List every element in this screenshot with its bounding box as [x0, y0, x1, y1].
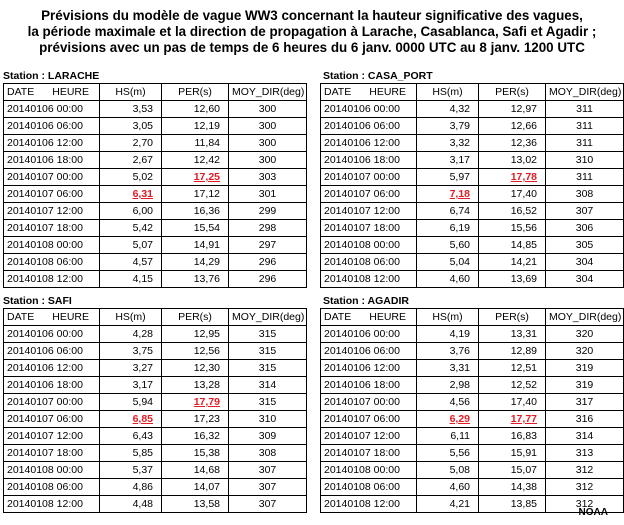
cell-dir: 309: [229, 428, 307, 445]
cell-per: 13,69: [479, 271, 546, 288]
table-row: [321, 479, 624, 496]
header-dir: MOY_DIR(deg): [546, 84, 624, 101]
cell-per: 16,32: [162, 428, 229, 445]
cell-date: 20140107 06:00: [321, 411, 417, 428]
cell-hs: 5,94: [100, 394, 162, 411]
cell-per: 17,23: [162, 411, 229, 428]
cell-dir: 319: [546, 360, 624, 377]
table-row: [4, 118, 307, 135]
table-row: [321, 411, 624, 428]
table-header-row: [4, 84, 307, 101]
cell-per: 12,30: [162, 360, 229, 377]
cell-date: 20140107 00:00: [321, 169, 417, 186]
table-row: [321, 428, 624, 445]
table-row: [4, 377, 307, 394]
cell-dir: 308: [546, 186, 624, 203]
cell-hs-cell: [417, 186, 479, 203]
table-row: [321, 271, 624, 288]
cell-hs: 6,74: [417, 203, 479, 220]
table-row: [4, 462, 307, 479]
cell-date: 20140106 18:00: [321, 377, 417, 394]
table-row: [4, 411, 307, 428]
cell-date: 20140106 00:00: [321, 326, 417, 343]
cell-per-max-highlight: 17,78: [510, 171, 537, 183]
cell-hs-cell: [100, 186, 162, 203]
cell-per: 12,97: [479, 101, 546, 118]
header-hs: HS(m): [417, 84, 479, 101]
cell-per: 14,07: [162, 479, 229, 496]
cell-dir: 310: [546, 152, 624, 169]
cell-per: 12,56: [162, 343, 229, 360]
table-row: [321, 343, 624, 360]
cell-hs: 3,05: [100, 118, 162, 135]
cell-hs: 4,48: [100, 496, 162, 513]
cell-date: 20140107 00:00: [4, 169, 100, 186]
cell-per: 13,28: [162, 377, 229, 394]
cell-dir: 316: [546, 411, 624, 428]
cell-dir: 305: [546, 237, 624, 254]
cell-per-cell: [162, 169, 229, 186]
cell-hs: 3,75: [100, 343, 162, 360]
cell-per-max-highlight: 17,79: [193, 396, 220, 408]
cell-per: 13,58: [162, 496, 229, 513]
table-row: [4, 445, 307, 462]
cell-dir: 300: [229, 101, 307, 118]
cell-per: 17,12: [162, 186, 229, 203]
station-label-larache: Station : LARACHE: [3, 70, 100, 82]
cell-dir: 315: [229, 326, 307, 343]
cell-per: 13,31: [479, 326, 546, 343]
cell-hs: 3,53: [100, 101, 162, 118]
cell-dir: 311: [546, 118, 624, 135]
cell-dir: 313: [546, 445, 624, 462]
table-row: [321, 220, 624, 237]
cell-dir: 320: [546, 343, 624, 360]
table-row: [321, 169, 624, 186]
cell-per: 13,02: [479, 152, 546, 169]
table-row: [321, 377, 624, 394]
cell-date: 20140108 12:00: [321, 271, 417, 288]
header-date-heure: [4, 84, 100, 101]
table-row: [4, 343, 307, 360]
table-row: [321, 101, 624, 118]
title-line-2: la période maximale et la direction de propagation à Larache, Casablanca, Safi et Agadir ;: [27, 24, 597, 39]
header-date-heure: [4, 309, 100, 326]
cell-date: 20140107 06:00: [321, 186, 417, 203]
cell-hs: 3,76: [417, 343, 479, 360]
cell-dir: 307: [546, 203, 624, 220]
cell-hs: 4,28: [100, 326, 162, 343]
table-row: [4, 428, 307, 445]
cell-per: 12,51: [479, 360, 546, 377]
table-header-row: [321, 84, 624, 101]
cell-dir: 312: [546, 479, 624, 496]
cell-dir: 311: [546, 135, 624, 152]
cell-per: 12,89: [479, 343, 546, 360]
table-row: [321, 186, 624, 203]
table-row: [4, 326, 307, 343]
page-title: [0, 8, 624, 56]
cell-per: 16,83: [479, 428, 546, 445]
header-date-heure: [321, 84, 417, 101]
cell-hs: 3,27: [100, 360, 162, 377]
cell-hs: 5,60: [417, 237, 479, 254]
cell-hs: 2,67: [100, 152, 162, 169]
cell-date: 20140108 00:00: [4, 462, 100, 479]
cell-hs: 4,57: [100, 254, 162, 271]
table-row: [4, 152, 307, 169]
header-dir: MOY_DIR(deg): [229, 309, 307, 326]
cell-per: 17,40: [479, 186, 546, 203]
cell-dir: 307: [229, 479, 307, 496]
cell-per: 17,40: [479, 394, 546, 411]
cell-date: 20140106 12:00: [321, 135, 417, 152]
cell-hs-max-highlight: 6,85: [132, 413, 153, 425]
cell-per: 12,36: [479, 135, 546, 152]
cell-hs: 3,17: [100, 377, 162, 394]
header-date: DATE: [324, 86, 352, 98]
header-per: PER(s): [162, 309, 229, 326]
table-row: [4, 394, 307, 411]
cell-dir: 296: [229, 271, 307, 288]
table-row: [321, 462, 624, 479]
cell-dir: 311: [546, 169, 624, 186]
cell-date: 20140108 00:00: [321, 237, 417, 254]
cell-hs: 5,04: [417, 254, 479, 271]
cell-hs: 4,56: [417, 394, 479, 411]
table-row: [321, 326, 624, 343]
table-row: [4, 360, 307, 377]
cell-hs: 4,32: [417, 101, 479, 118]
cell-per: 11,84: [162, 135, 229, 152]
source-credit: NOAA: [578, 507, 608, 518]
cell-dir: 306: [546, 220, 624, 237]
station-table-casa-port: [320, 83, 624, 288]
table-row: [321, 237, 624, 254]
cell-date: 20140107 12:00: [321, 428, 417, 445]
cell-hs: 4,15: [100, 271, 162, 288]
cell-per: 14,21: [479, 254, 546, 271]
cell-per: 14,38: [479, 479, 546, 496]
cell-dir: 314: [546, 428, 624, 445]
cell-hs: 6,19: [417, 220, 479, 237]
table-row: [321, 360, 624, 377]
cell-dir: 298: [229, 220, 307, 237]
cell-date: 20140107 00:00: [321, 394, 417, 411]
table-row: [4, 135, 307, 152]
header-heure: HEURE: [369, 311, 406, 323]
cell-dir: 315: [229, 343, 307, 360]
cell-per: 14,85: [479, 237, 546, 254]
cell-hs: 3,32: [417, 135, 479, 152]
cell-dir: 311: [546, 101, 624, 118]
cell-hs: 4,19: [417, 326, 479, 343]
cell-hs: 3,31: [417, 360, 479, 377]
cell-dir: 312: [546, 462, 624, 479]
cell-date: 20140107 12:00: [4, 428, 100, 445]
cell-hs: 5,37: [100, 462, 162, 479]
cell-per-cell: [479, 411, 546, 428]
cell-hs: 5,97: [417, 169, 479, 186]
cell-dir: 320: [546, 326, 624, 343]
cell-dir: 300: [229, 152, 307, 169]
cell-date: 20140106 12:00: [4, 360, 100, 377]
cell-dir: 300: [229, 118, 307, 135]
cell-date: 20140107 18:00: [4, 445, 100, 462]
cell-per: 14,29: [162, 254, 229, 271]
cell-date: 20140106 18:00: [4, 377, 100, 394]
table-row: [4, 203, 307, 220]
cell-date: 20140108 00:00: [4, 237, 100, 254]
cell-date: 20140107 12:00: [4, 203, 100, 220]
cell-date: 20140108 00:00: [321, 462, 417, 479]
cell-hs: 6,11: [417, 428, 479, 445]
cell-per: 13,76: [162, 271, 229, 288]
title-line-3: prévisions avec un pas de temps de 6 heures du 6 janv. 0000 UTC au 8 janv. 1200 UTC: [39, 40, 585, 55]
cell-date: 20140107 18:00: [321, 445, 417, 462]
cell-hs: 3,79: [417, 118, 479, 135]
cell-date: 20140106 06:00: [4, 343, 100, 360]
header-per: PER(s): [479, 309, 546, 326]
cell-dir: 299: [229, 203, 307, 220]
cell-date: 20140106 00:00: [321, 101, 417, 118]
cell-dir: 315: [229, 360, 307, 377]
station-label-safi: Station : SAFI: [3, 295, 72, 307]
header-per: PER(s): [162, 84, 229, 101]
cell-date: 20140107 18:00: [4, 220, 100, 237]
table-row: [4, 186, 307, 203]
cell-hs: 2,98: [417, 377, 479, 394]
table-row: [4, 101, 307, 118]
cell-date: 20140106 00:00: [4, 326, 100, 343]
cell-hs: 5,07: [100, 237, 162, 254]
cell-dir: 310: [229, 411, 307, 428]
cell-date: 20140107 12:00: [321, 203, 417, 220]
cell-dir: 315: [229, 394, 307, 411]
table-header-row: [321, 309, 624, 326]
cell-date: 20140106 18:00: [321, 152, 417, 169]
table-row: [321, 394, 624, 411]
cell-date: 20140106 18:00: [4, 152, 100, 169]
cell-per-cell: [479, 169, 546, 186]
station-table-agadir: [320, 308, 624, 513]
table-row: [321, 118, 624, 135]
cell-date: 20140108 12:00: [321, 496, 417, 513]
cell-dir: 307: [229, 462, 307, 479]
table-header-row: [4, 309, 307, 326]
cell-per: 15,54: [162, 220, 229, 237]
cell-hs-max-highlight: 6,29: [449, 413, 470, 425]
cell-hs: 5,42: [100, 220, 162, 237]
header-heure: HEURE: [52, 311, 89, 323]
table-row: [321, 254, 624, 271]
cell-hs: 5,08: [417, 462, 479, 479]
cell-hs-cell: [417, 411, 479, 428]
table-row: [4, 496, 307, 513]
cell-per: 15,91: [479, 445, 546, 462]
cell-hs: 5,02: [100, 169, 162, 186]
cell-hs: 4,86: [100, 479, 162, 496]
cell-per: 12,66: [479, 118, 546, 135]
header-hs: HS(m): [100, 84, 162, 101]
cell-date: 20140108 06:00: [321, 254, 417, 271]
cell-dir: 304: [546, 271, 624, 288]
cell-date: 20140107 18:00: [321, 220, 417, 237]
table-row: [321, 445, 624, 462]
cell-per: 13,85: [479, 496, 546, 513]
cell-dir: 304: [546, 254, 624, 271]
cell-dir: 300: [229, 135, 307, 152]
cell-date: 20140107 00:00: [4, 394, 100, 411]
cell-per: 14,91: [162, 237, 229, 254]
cell-hs-cell: [100, 411, 162, 428]
cell-dir: 308: [229, 445, 307, 462]
cell-hs: 3,17: [417, 152, 479, 169]
cell-per: 15,07: [479, 462, 546, 479]
cell-per-max-highlight: 17,77: [510, 413, 537, 425]
cell-dir: 317: [546, 394, 624, 411]
cell-hs: 2,70: [100, 135, 162, 152]
cell-per-cell: [162, 394, 229, 411]
header-heure: HEURE: [369, 86, 406, 98]
cell-per: 15,56: [479, 220, 546, 237]
table-row: [4, 479, 307, 496]
cell-date: 20140108 12:00: [4, 496, 100, 513]
cell-per: 16,36: [162, 203, 229, 220]
table-row: [321, 135, 624, 152]
cell-dir: 297: [229, 237, 307, 254]
cell-per: 14,68: [162, 462, 229, 479]
cell-hs: 4,60: [417, 479, 479, 496]
cell-per-max-highlight: 17,25: [193, 171, 220, 183]
cell-date: 20140108 06:00: [4, 479, 100, 496]
cell-dir: 312: [546, 496, 624, 513]
table-row: [4, 220, 307, 237]
cell-per: 12,52: [479, 377, 546, 394]
cell-per: 12,42: [162, 152, 229, 169]
cell-date: 20140106 12:00: [4, 135, 100, 152]
cell-hs-max-highlight: 6,31: [132, 188, 153, 200]
header-dir: MOY_DIR(deg): [546, 309, 624, 326]
cell-date: 20140108 12:00: [4, 271, 100, 288]
cell-date: 20140106 06:00: [4, 118, 100, 135]
cell-date: 20140106 06:00: [321, 343, 417, 360]
cell-date: 20140106 06:00: [321, 118, 417, 135]
header-date: DATE: [7, 311, 35, 323]
header-date: DATE: [324, 311, 352, 323]
cell-hs: 5,85: [100, 445, 162, 462]
table-row: [4, 169, 307, 186]
table-row: [4, 237, 307, 254]
table-row: [321, 152, 624, 169]
title-line-1: Prévisions du modèle de vague WW3 concernant la hauteur significative des vagues,: [41, 8, 583, 23]
header-per: PER(s): [479, 84, 546, 101]
cell-dir: 301: [229, 186, 307, 203]
cell-date: 20140106 00:00: [4, 101, 100, 118]
table-row: [4, 254, 307, 271]
station-table-safi: [3, 308, 307, 513]
header-dir: MOY_DIR(deg): [229, 84, 307, 101]
cell-date: 20140107 06:00: [4, 411, 100, 428]
cell-hs: 5,56: [417, 445, 479, 462]
cell-dir: 319: [546, 377, 624, 394]
station-table-larache: [3, 83, 307, 288]
header-heure: HEURE: [52, 86, 89, 98]
cell-hs: 4,60: [417, 271, 479, 288]
header-hs: HS(m): [100, 309, 162, 326]
table-row: [321, 203, 624, 220]
cell-per: 12,60: [162, 101, 229, 118]
cell-hs-max-highlight: 7,18: [449, 188, 470, 200]
cell-date: 20140107 06:00: [4, 186, 100, 203]
cell-date: 20140106 12:00: [321, 360, 417, 377]
station-label-casa-port: Station : CASA_PORT: [323, 70, 433, 82]
cell-dir: 314: [229, 377, 307, 394]
header-date: DATE: [7, 86, 35, 98]
station-label-agadir: Station : AGADIR: [323, 295, 409, 307]
cell-per: 12,95: [162, 326, 229, 343]
cell-per: 12,19: [162, 118, 229, 135]
cell-dir: 307: [229, 496, 307, 513]
table-row: [4, 271, 307, 288]
cell-hs: 6,43: [100, 428, 162, 445]
header-hs: HS(m): [417, 309, 479, 326]
cell-date: 20140108 06:00: [4, 254, 100, 271]
cell-date: 20140108 06:00: [321, 479, 417, 496]
cell-dir: 296: [229, 254, 307, 271]
cell-hs: 4,21: [417, 496, 479, 513]
cell-hs: 6,00: [100, 203, 162, 220]
cell-dir: 303: [229, 169, 307, 186]
cell-per: 16,52: [479, 203, 546, 220]
cell-per: 15,38: [162, 445, 229, 462]
header-date-heure: [321, 309, 417, 326]
